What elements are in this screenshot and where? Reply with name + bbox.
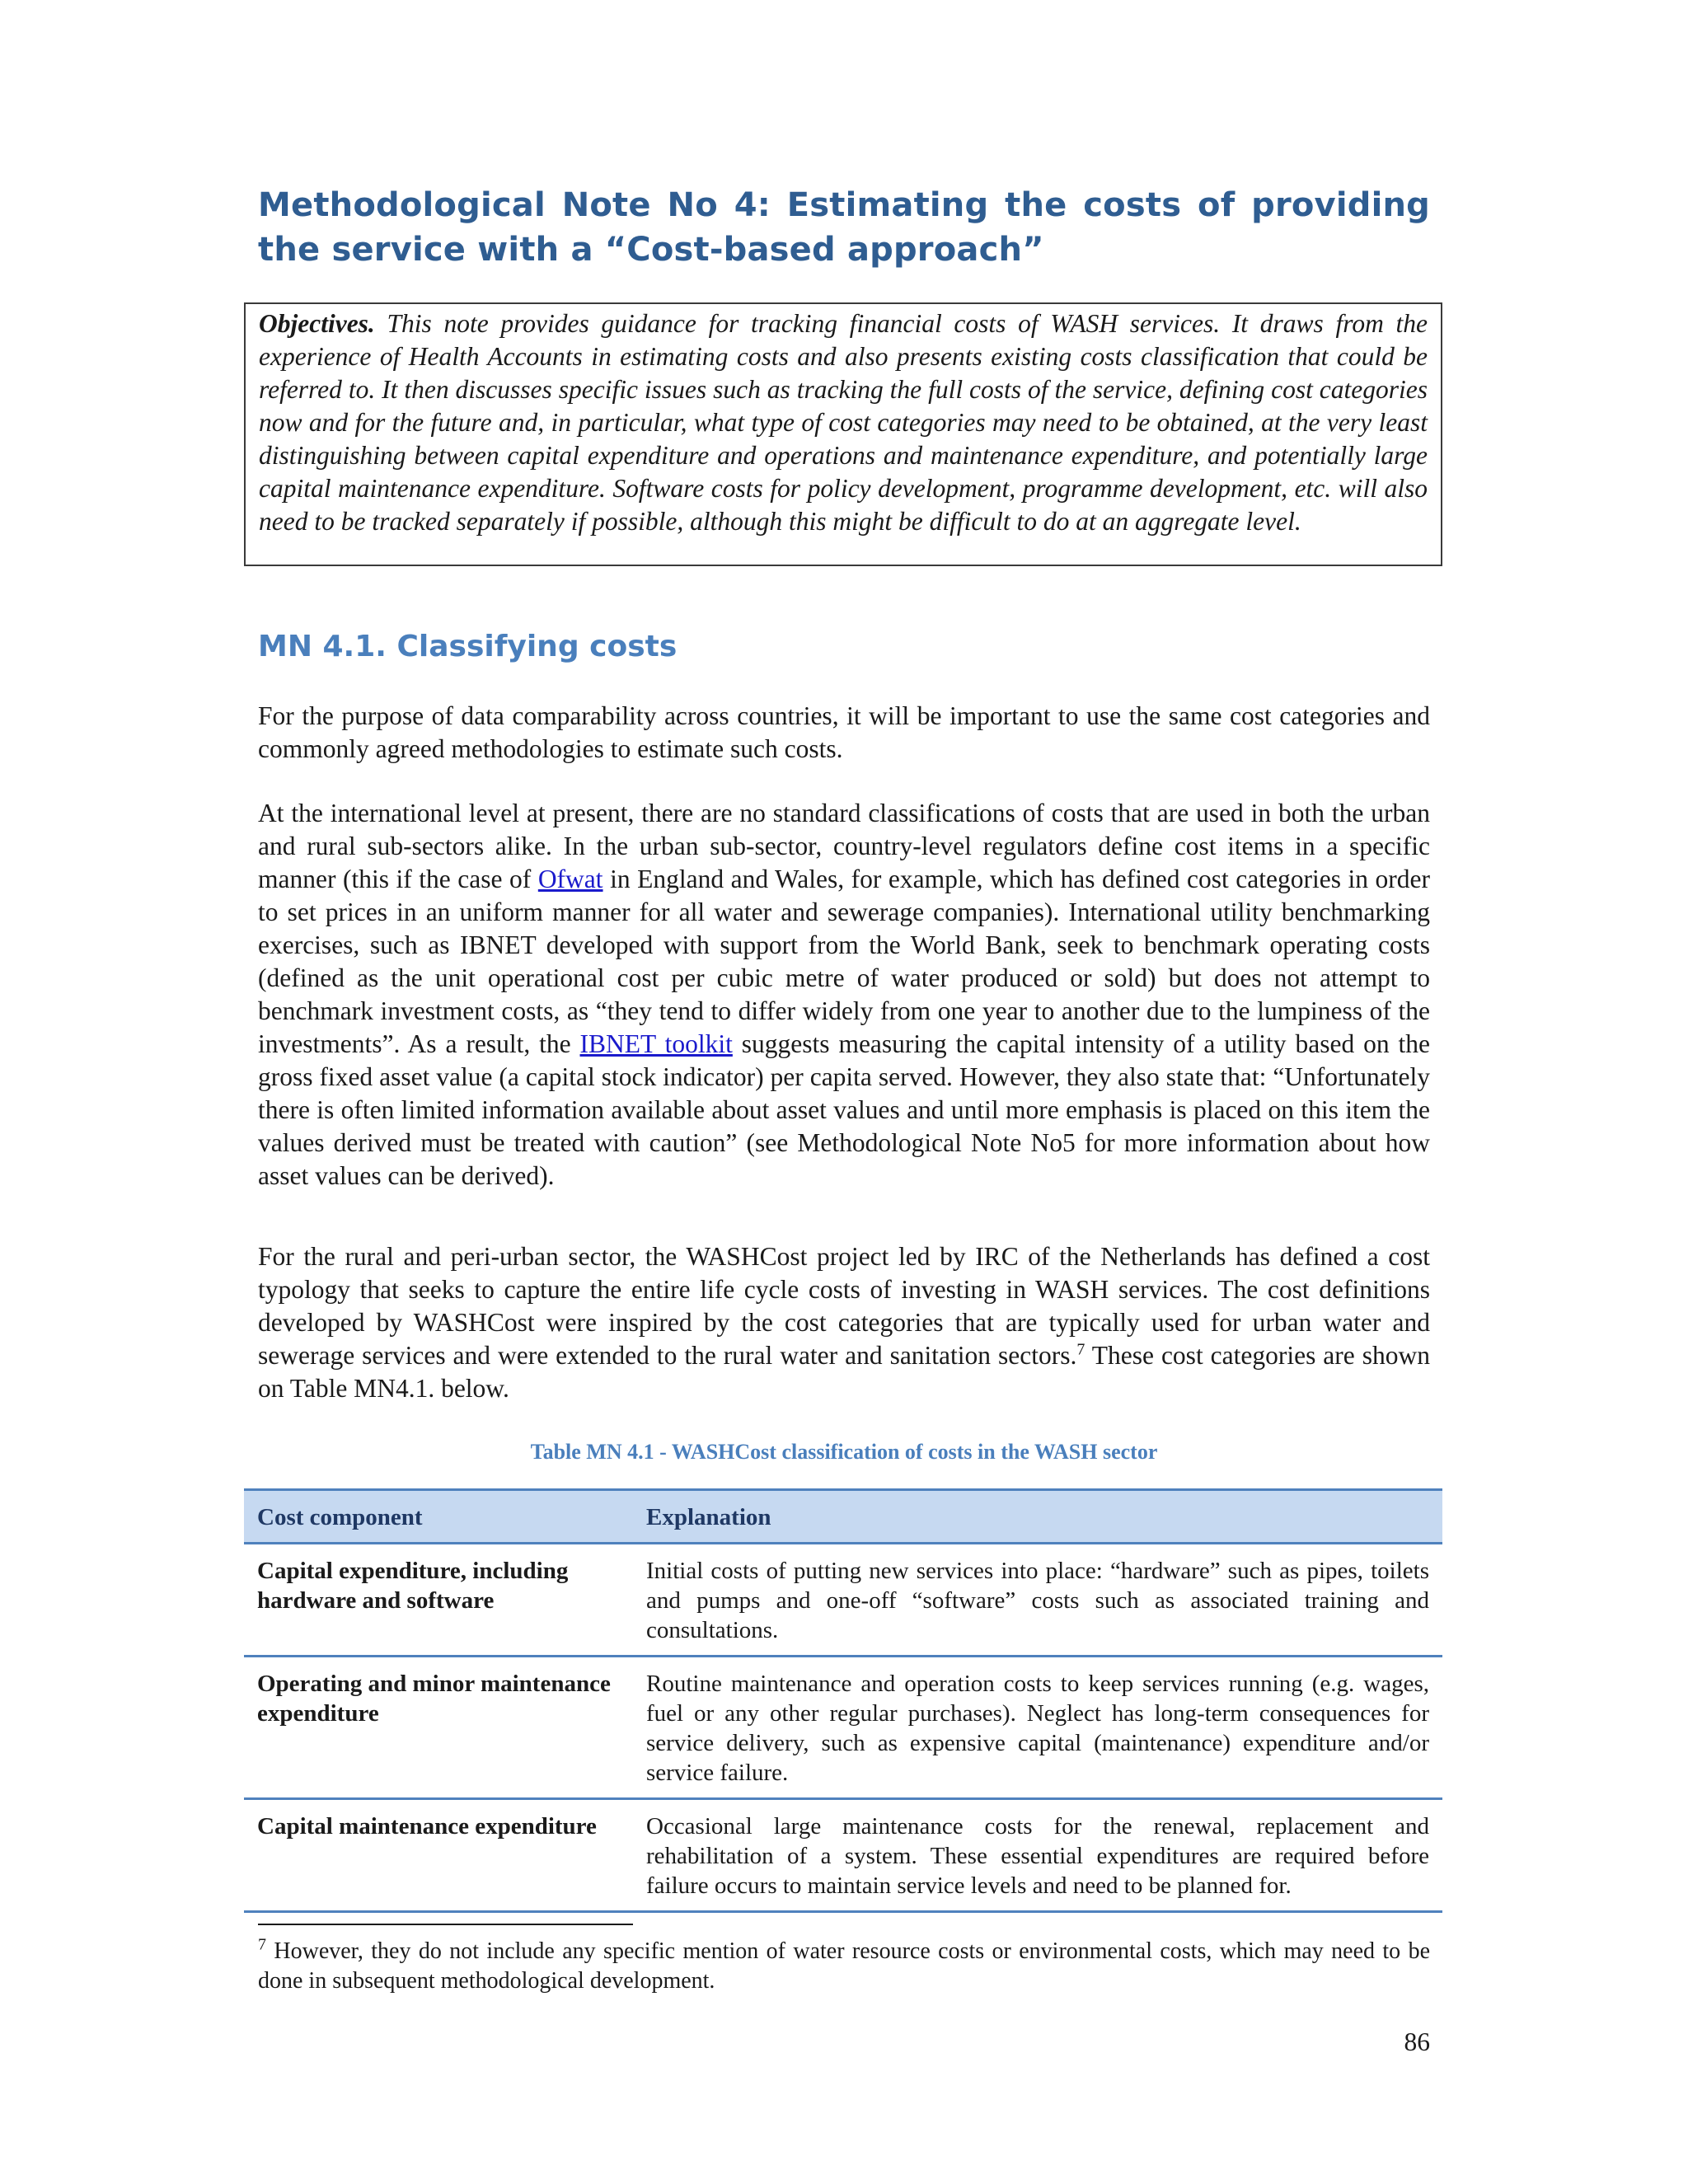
page-number: 86 [1404,2027,1430,2056]
footnote [258,1937,1430,1996]
table-row [244,1544,1442,1657]
footnote-separator [258,1924,633,1925]
ofwat-link[interactable]: Ofwat [537,865,603,893]
paragraph-3-part-a: For the rural and peri-urban sector, the WASHCost project led by IRC of the Netherlands has defined a cost typology that seeks to capture the entire life cycle costs of investing in WASH services. The cost definitions developed by WASHCost were inspired by the cost categories that are typically used for urban water and sewerage services and were extended to the rural water and sanitation sectors. [258,1242,1430,1370]
ibnet-toolkit-link[interactable]: IBNET toolkit [579,1029,733,1058]
explanation-cell: Initial costs of putting new services into place: “hardware” such as pipes, toilets and pumps and one-off “software” costs such as associated training and consultations. [633,1544,1442,1657]
header-explanation: Explanation [633,1490,1442,1544]
paragraph-2 [258,797,1430,1193]
footnote-reference[interactable]: 7 [1076,1340,1085,1359]
header-cost-component: Cost component [244,1490,633,1544]
table-caption: Table MN 4.1 - WASHCost classification of costs in the WASH sector [530,1440,1158,1464]
section-heading: MN 4.1. Classifying costs [258,630,678,663]
footnote-text: However, they do not include any specific mention of water resource costs or environmental costs, which may need to be done in subsequent methodological development. [258,1938,1430,1994]
paragraph-2-part-a: At the international level at present, there are no standard classifications of costs that are used in both the urban and rural sub-sectors alike. In the urban sub-sector, country-level regulators define cost items in a specific manner (this if the case of [258,799,1430,893]
table-row [244,1657,1442,1799]
cost-component-cell: Operating and minor maintenance expenditure [244,1657,633,1799]
page-title: Methodological Note No 4: Estimating the costs of providing the service with a “Cost-based approach” [258,186,1430,269]
paragraph-2-part-c: suggests measuring the capital intensity of a utility based on the gross fixed asset value (a capital stock indicator) per capita served. However, they also state that: “Unfortunately there is often limited information available about asset values and until more emphasis is placed on this item the values derived must be treated with caution” (see Methodological Note No5 for more information about how asset values can be derived). [258,1029,1431,1190]
objectives-label: Objectives. [259,309,375,338]
footnote-number: 7 [258,1935,266,1954]
cost-component-cell: Capital expenditure, including hardware and software [244,1544,633,1657]
table-header-row [244,1490,1442,1544]
paragraph-3 [258,1240,1430,1405]
paragraph-2-part-b: in England and Wales, for example, which has defined cost categories in order to set prices in an uniform manner for all water and sewerage companies). International utility benchmarking exercises, such as IBNET developed with support from the World Bank, seek to benchmark operating costs (defined as the unit operational cost per cubic metre of water produced or sold) but does not attempt to benchmark investment costs, as “they tend to differ widely from one year to another due to the lumpiness of the investments”. As a result, the [258,865,1430,1058]
paragraph-3-part-b: These cost categories are shown on Table MN4.1. below. [258,1341,1430,1403]
cost-component-cell: Capital maintenance expenditure [244,1799,633,1912]
table-row [244,1799,1442,1912]
paragraph-1: For the purpose of data comparability across countries, it will be important to use the same cost categories and commonly agreed methodologies to estimate such costs. [258,701,1430,763]
explanation-cell: Occasional large maintenance costs for the renewal, replacement and rehabilitation of a system. These essential expenditures are required before failure occurs to maintain service levels and need to be planned for. [633,1799,1442,1912]
cost-classification-table [244,1488,1442,1913]
explanation-cell: Routine maintenance and operation costs to keep services running (e.g. wages, fuel or any other regular purchases). Neglect has long-term consequences for service delivery, such as expensive capital (maintenance) expenditure and/or service failure. [633,1657,1442,1799]
objectives-box [244,302,1442,566]
objectives-text: This note provides guidance for tracking financial costs of WASH services. It draws from the experience of Health Accounts in estimating costs and also presents existing costs classification that could be referred to. It then discusses specific issues such as tracking the full costs of the service, defining cost categories now and for the future and, in particular, what type of cost categories may need to be obtained, at the very least distinguishing between capital expenditure and operations and maintenance expenditure, and potentially large capital maintenance expenditure. Software costs for policy development, programme development, etc. will also need to be tracked separately if possible, although this might be difficult to do at an aggregate level. [259,309,1428,536]
